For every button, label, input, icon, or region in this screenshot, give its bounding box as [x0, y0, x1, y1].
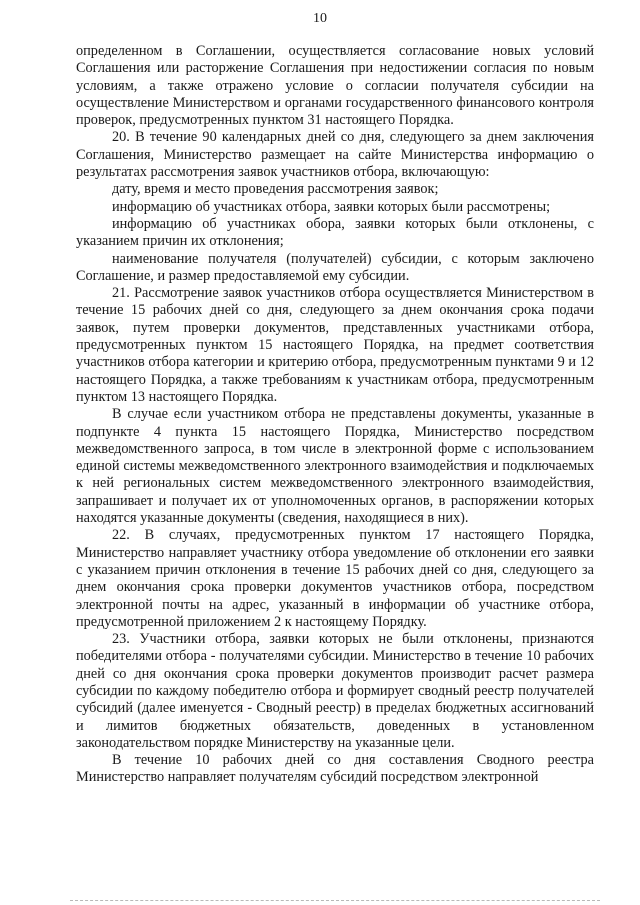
paragraph-list-item: информацию об участниках обора, заявки которых были отклонены, с указанием причин их отклонения;	[76, 215, 594, 250]
document-body	[76, 43, 594, 787]
paragraph-item-23: 23. Участники отбора, заявки которых не были отклонены, признаются победителями отбора - получателями субсидии. Министерство в течение 10 рабочих дней со дня окончания срока проверки документов производит расчет размера субсидии по каждому победителю отбора и формирует сводный реестр получателей субсидий (далее именуется - Сводный реестр) в пределах бюджетных ассигнований и лимитов бюджетных обязательств, доведенных в установленном законодательством порядке Министерству на указанные цели.	[76, 631, 594, 751]
paragraph-list-item: дату, время и место проведения рассмотрения заявок;	[112, 181, 439, 198]
paragraph: В течение 10 рабочих дней со дня составления Сводного реестра Министерство направляет получателям субсидий посредством электронной	[76, 752, 594, 786]
paragraph: В случае если участником отбора не представлены документы, указанные в подпункте 4 пункта 15 настоящего Порядка, Министерство посредством межведомственного запроса, в том числе в электронной форме с использованием единой системы межведомственного электронного взаимодействия и подключаемых к ней региональных систем межведомственного электронного взаимодействия, запрашивает и получает их от уполномоченных органов, в распоряжении которых находятся указанные документы (сведения, находящиеся в них).	[76, 406, 594, 527]
paragraph-item-21: 21. Рассмотрение заявок участников отбора осуществляется Министерством в течение 15 рабочих дней со дня, следующего за днем окончания срока подачи заявок, путем проверки документов, представленных участниками отбора, предусмотренных пунктом 15 настоящего Порядка, на предмет соответствия участников отбора категории и критерию отбора, предусмотренным пунктами 9 и 12 настоящего Порядка, а также требованиям к участникам отбора, предусмотренным пунктом 13 настоящего Порядка.	[76, 285, 594, 405]
scan-bottom-edge	[70, 900, 600, 901]
paragraph-item-20: 20. В течение 90 календарных дней со дня, следующего за днем заключения Соглашения, Министерство размещает на сайте Министерства информацию о результатах рассмотрения заявок участников отбора, включающую:	[76, 129, 594, 181]
page-number: 10	[313, 11, 327, 26]
paragraph-list-item: информацию об участниках отбора, заявки которых были рассмотрены;	[112, 198, 551, 215]
paragraph-continuation: определенном в Соглашении, осуществляется согласование новых условий Соглашения или расторжение Соглашения при недостижении согласия по новым условиям, а также отражено условие о согласии получателя субсидии на осуществление Министерством и органами государственного финансового контроля проверок, предусмотренных пунктом 31 настоящего Порядка.	[76, 43, 594, 129]
paragraph-list-item: наименование получателя (получателей) субсидии, с которым заключено Соглашение, и размер предоставляемой ему субсидии.	[76, 250, 594, 284]
paragraph-item-22: 22. В случаях, предусмотренных пунктом 17 настоящего Порядка, Министерство направляет участнику отбора уведомление об отклонении его заявки с указанием причин отклонения в течение 15 рабочих дней со дня, следующего за днем окончания срока проверки документов участников отбора, посредством электронной почты на адрес, указанный в информации об участнике отбора, предусмотренной приложением 2 к настоящему Порядку.	[76, 527, 594, 630]
